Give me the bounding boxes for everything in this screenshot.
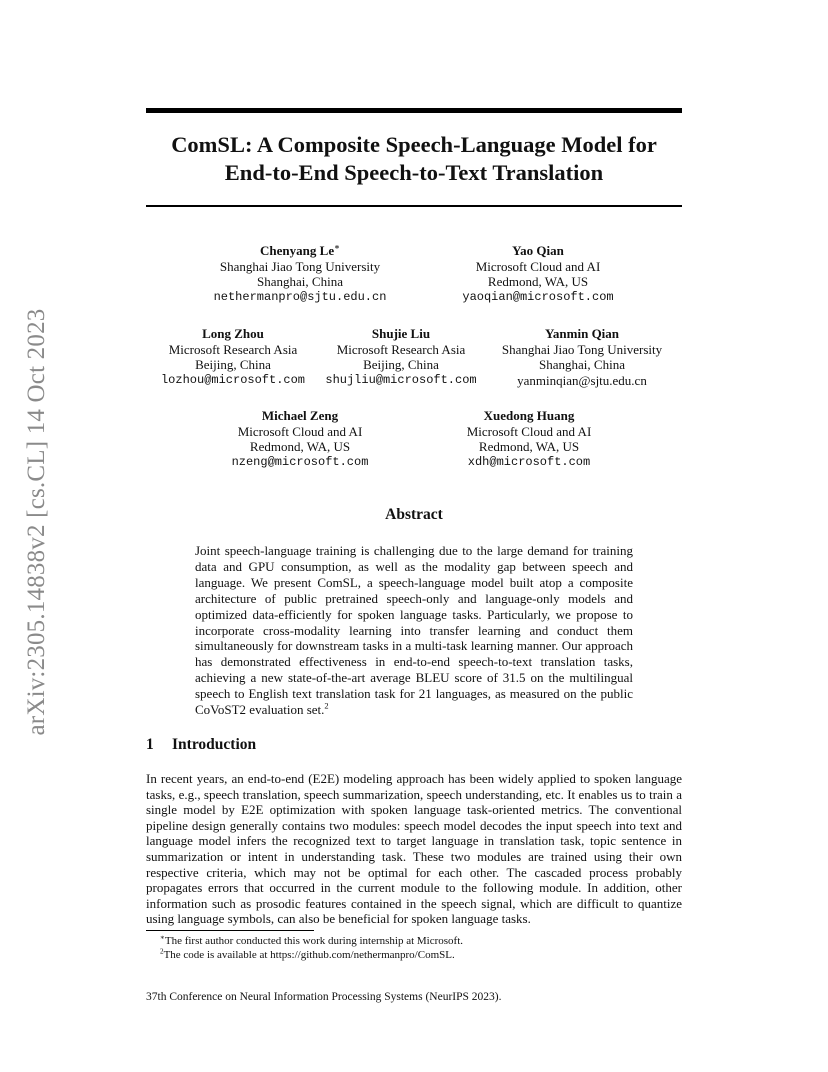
footnote-text: The code is available at https://github.com/nethermanpro/ComSL. <box>163 949 455 961</box>
author-block <box>482 326 682 388</box>
author-footnote-mark: ∗ <box>334 241 340 252</box>
author-block <box>200 243 400 305</box>
author-name: Yao Qian <box>512 243 564 258</box>
arxiv-identifier: arXiv:2305.14838v2 [cs.CL] 14 Oct 2023 <box>23 308 50 736</box>
footnote <box>160 935 463 948</box>
author-affiliation: Microsoft Cloud and AI <box>237 423 363 439</box>
author-name: Yanmin Qian <box>544 326 620 341</box>
author-name: Michael Zeng <box>261 408 339 423</box>
author-location: Redmond, WA, US <box>487 274 589 289</box>
paper-title <box>146 131 682 187</box>
author-affiliation: Shanghai Jiao Tong University <box>219 258 381 274</box>
author-email[interactable]: nethermanpro@sjtu.edu.cn <box>213 289 387 304</box>
title-bottom-rule <box>146 205 682 207</box>
footnote-text: The first author conducted this work during internship at Microsoft. <box>164 935 464 947</box>
section-heading <box>146 736 256 754</box>
author-location: Beijing, China <box>363 357 439 372</box>
title-top-rule <box>146 108 682 113</box>
author-email[interactable]: yanminqian@sjtu.edu.cn <box>517 372 647 388</box>
author-location: Beijing, China <box>195 357 271 372</box>
title-line-1: ComSL: A Composite Speech-Language Model for <box>171 132 657 157</box>
author-affiliation: Microsoft Cloud and AI <box>466 423 592 439</box>
author-block <box>308 326 494 388</box>
author-name: Chenyang Le∗ <box>260 241 340 258</box>
section-number: 1 <box>146 736 154 753</box>
author-block <box>438 243 638 305</box>
author-location: Redmond, WA, US <box>478 439 580 454</box>
author-block <box>429 408 629 470</box>
author-email[interactable]: shujliu@microsoft.com <box>325 372 477 387</box>
conference-notice: 37th Conference on Neural Information Processing Systems (NeurIPS 2023). <box>146 991 502 1003</box>
footnote <box>160 949 455 962</box>
author-location: Shanghai, China <box>257 274 343 289</box>
author-location: Shanghai, China <box>539 357 625 372</box>
footnote-mark: 2 <box>160 947 164 956</box>
author-email[interactable]: nzeng@microsoft.com <box>231 454 369 469</box>
introduction-paragraph: In recent years, an end-to-end (E2E) modeling approach has been widely applied to spoken language tasks, e.g., speech translation, speech summarization, speech understanding, etc. It enables us to train a single model by E2E optimization with spoken language task-oriented metrics. The conventional pipeline design generally contains two modules: speech model decodes the input speech into text and language model infers the recognized text to target language in translation task, topic sentence in summarization or intent in understanding task. These two modules are trained using their own respective criteria, which may not be optimal for each other. The cascaded process probably propagates errors that occurred in the current module to the following module. In addition, other information such as prosodic features contained in the speech signal, which are difficult to quantize using language symbols, can also be beneficial for spoken language tasks. <box>146 771 682 927</box>
abstract-heading: Abstract <box>385 506 443 523</box>
author-email[interactable]: xdh@microsoft.com <box>467 454 591 469</box>
section-title: Introduction <box>172 736 257 753</box>
footnote-rule <box>146 930 314 931</box>
author-name: Long Zhou <box>202 326 264 341</box>
author-affiliation: Microsoft Research Asia <box>168 341 298 357</box>
footnote-mark: ∗ <box>160 933 165 942</box>
author-email[interactable]: yaoqian@microsoft.com <box>462 289 614 304</box>
abstract-footnote-mark: 2 <box>324 700 329 711</box>
author-email[interactable]: lozhou@microsoft.com <box>160 372 306 387</box>
title-line-2: End-to-End Speech-to-Text Translation <box>224 160 604 185</box>
author-affiliation: Microsoft Research Asia <box>336 341 466 357</box>
author-block <box>140 326 326 388</box>
author-location: Redmond, WA, US <box>249 439 351 454</box>
abstract-text: Joint speech-language training is challenging due to the large demand for training data and GPU consumption, as well as the modality gap between speech and language. We present ComSL, a speech-language model built atop a composite architecture of public pretrained speech-only and language-only models and optimized data-efficiently for spoken language tasks. Particularly, we propose to incorporate cross-modality learning into transfer learning and conduct them simultaneously for downstream tasks in a multi-task learning manner. Our approach has demonstrated effectiveness in end-to-end speech-to-text translation tasks, achieving a new state-of-the-art average BLEU score of 31.5 on the multilingual speech to English text translation task for 21 languages, as measured on the public CoVoST2 evaluation set. <box>195 543 633 718</box>
author-name: Shujie Liu <box>371 326 431 341</box>
author-block <box>200 408 400 470</box>
author-name: Xuedong Huang <box>483 408 575 423</box>
author-affiliation: Microsoft Cloud and AI <box>475 258 601 274</box>
author-affiliation: Shanghai Jiao Tong University <box>501 341 663 357</box>
abstract-body <box>195 543 633 718</box>
